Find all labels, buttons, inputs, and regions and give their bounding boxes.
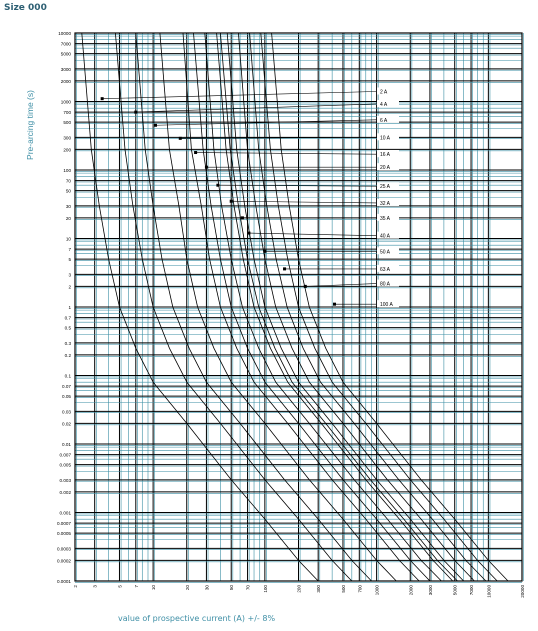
series-label: 50 A xyxy=(380,249,391,256)
y-tick-label: 0.02 xyxy=(62,421,71,427)
x-tick-label: 3000 xyxy=(427,585,433,596)
x-tick-label: 5000 xyxy=(452,585,458,596)
y-tick-label: 2000 xyxy=(60,78,71,84)
y-tick-label: 0.01 xyxy=(62,442,71,447)
y-tick-label: 0.001 xyxy=(59,510,71,516)
label-marker xyxy=(230,200,233,203)
y-tick-label: 0.1 xyxy=(64,373,71,379)
series-label: 63 A xyxy=(380,266,391,273)
y-tick-label: 0.0002 xyxy=(56,558,71,564)
series-label: 16 A xyxy=(380,152,391,159)
y-tick-label: 50 xyxy=(65,188,71,194)
y-tick-label: 200 xyxy=(63,147,71,153)
x-tick-label: 5 xyxy=(117,585,123,588)
y-tick-label: 7000 xyxy=(60,41,71,47)
x-tick-label: 50 xyxy=(229,585,235,591)
series-label: 20 A xyxy=(380,165,391,172)
label-marker xyxy=(154,124,157,127)
x-tick-label: 70 xyxy=(245,585,251,591)
y-tick-label: 0.5 xyxy=(64,325,71,331)
x-axis-title: value of prospective current (A) +/- 8% xyxy=(118,614,276,623)
series-label: 100 A xyxy=(380,302,393,309)
x-tick-label: 2 xyxy=(73,585,78,588)
x-tick-label: 1000 xyxy=(374,585,380,596)
label-marker xyxy=(283,267,286,270)
series-label: 80 A xyxy=(380,281,391,288)
series-label: 2 A xyxy=(380,89,388,96)
y-tick-label: 0.03 xyxy=(62,409,71,415)
x-tick-label: 10000 xyxy=(486,585,492,598)
series-label: 10 A xyxy=(380,135,391,142)
y-tick-label: 0.0007 xyxy=(56,521,71,527)
label-marker xyxy=(241,216,244,219)
label-marker xyxy=(101,97,104,100)
y-tick-label: 0.2 xyxy=(64,352,71,358)
y-tick-label: 1000 xyxy=(60,99,71,105)
y-tick-label: 5000 xyxy=(60,51,71,57)
y-tick-label: 0.7 xyxy=(64,315,71,321)
x-tick-label: 500 xyxy=(340,585,346,593)
label-marker xyxy=(247,232,250,235)
x-tick-label: 10 xyxy=(151,585,157,591)
y-tick-label: 700 xyxy=(63,110,71,116)
x-tick-label: 20000 xyxy=(520,585,525,598)
series-label: 4 A xyxy=(380,101,388,108)
y-tick-label: 3000 xyxy=(60,66,71,72)
y-tick-label: 0.005 xyxy=(59,462,71,468)
x-tick-label: 3 xyxy=(92,585,98,588)
y-tick-label: 0.07 xyxy=(62,384,71,390)
y-tick-label: 30 xyxy=(65,203,71,209)
y-tick-label: 70 xyxy=(65,178,71,184)
y-tick-label: 0.05 xyxy=(62,394,71,400)
label-marker xyxy=(134,111,137,114)
y-tick-label: 7 xyxy=(68,247,71,253)
y-tick-label: 10 xyxy=(65,236,71,242)
x-tick-label: 300 xyxy=(316,585,322,593)
chart-title: Size 000 xyxy=(4,3,47,13)
x-tick-label: 20 xyxy=(184,585,190,591)
y-tick-label: 0.003 xyxy=(59,477,71,483)
y-axis-title-text: Pre-arcing time (s) xyxy=(25,90,35,160)
y-tick-label: 0.0005 xyxy=(56,531,71,537)
series-label: 32 A xyxy=(380,200,391,207)
x-tick-label: 2000 xyxy=(408,585,414,596)
x-tick-label: 30 xyxy=(204,585,210,591)
y-tick-label: 3 xyxy=(68,272,71,278)
y-tick-label: 300 xyxy=(63,135,71,141)
y-tick-label: 10000 xyxy=(58,31,71,36)
y-tick-label: 2 xyxy=(68,284,71,290)
y-tick-label: 1 xyxy=(68,305,71,310)
y-tick-label: 0.0003 xyxy=(56,546,71,552)
x-tick-label: 200 xyxy=(296,585,302,593)
y-tick-label: 500 xyxy=(63,120,71,126)
label-marker xyxy=(194,151,197,154)
x-tick-label: 100 xyxy=(262,585,268,593)
label-marker xyxy=(216,184,219,187)
label-marker xyxy=(333,303,336,306)
y-tick-label: 5 xyxy=(68,257,71,263)
series-label: 35 A xyxy=(380,215,391,222)
y-tick-label: 0.002 xyxy=(59,489,71,495)
y-tick-label: 0.007 xyxy=(59,452,71,458)
label-marker xyxy=(205,166,208,169)
y-tick-label: 0.3 xyxy=(64,340,71,346)
label-marker xyxy=(179,137,182,140)
y-tick-label: 20 xyxy=(65,215,71,221)
series-label: 40 A xyxy=(380,233,391,240)
y-tick-label: 0.0001 xyxy=(56,579,71,584)
label-marker xyxy=(263,250,266,253)
y-tick-label: 100 xyxy=(63,168,71,173)
x-tick-label: 7000 xyxy=(469,585,475,596)
series-label: 25 A xyxy=(380,184,391,191)
x-tick-label: 700 xyxy=(357,585,363,593)
series-label: 6 A xyxy=(380,117,388,124)
x-tick-label: 7 xyxy=(133,585,139,588)
